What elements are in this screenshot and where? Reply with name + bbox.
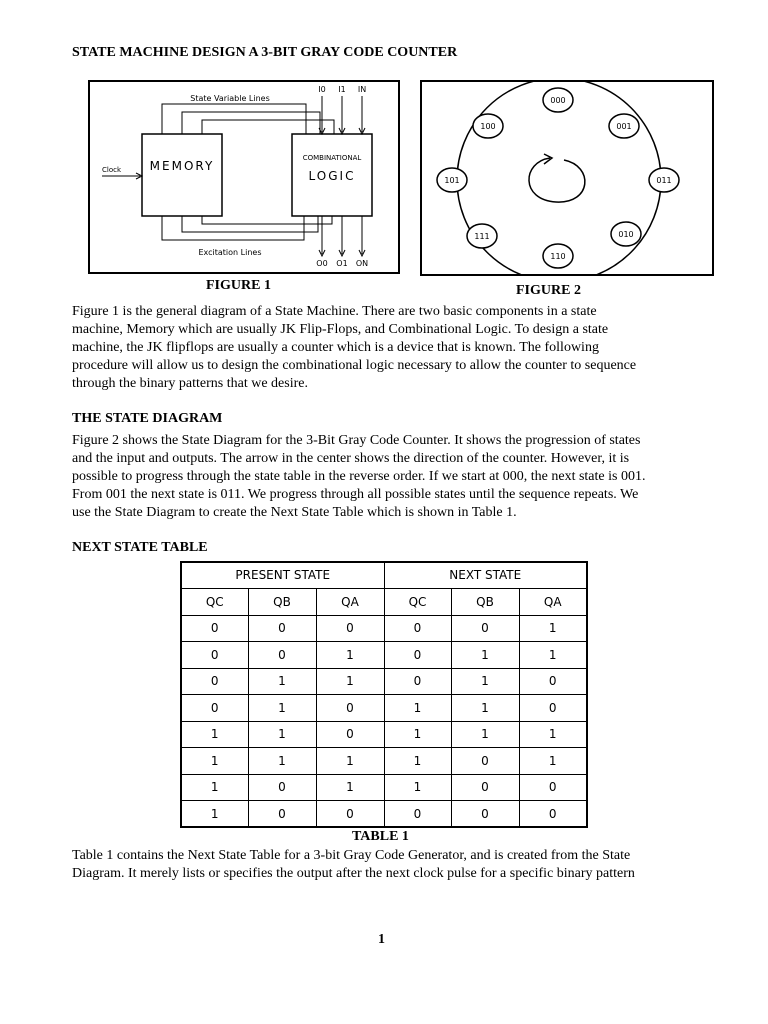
column-header: QC (384, 588, 451, 615)
state-node-010 (611, 222, 641, 246)
input-i0-label: I0 (318, 85, 326, 94)
table-cell: 1 (316, 774, 384, 801)
table-cell: 0 (519, 695, 587, 722)
next-state-table (180, 561, 588, 828)
table-cell: 0 (451, 801, 519, 828)
intro-line: through the binary patterns that we desire. (72, 376, 308, 391)
table-cell: 0 (181, 668, 248, 695)
output-on-label: ON (355, 259, 369, 268)
table-row (181, 642, 587, 669)
memory-label: MEMORY (149, 159, 215, 173)
page-number: 1 (378, 932, 385, 947)
intro-paragraph (72, 303, 686, 393)
svg-text:100: 100 (480, 122, 496, 131)
intro-line: Figure 1 is the general diagram of a State Machine. There are two basic components in a state (72, 304, 597, 319)
table-row (181, 748, 587, 775)
table-cell: 1 (519, 748, 587, 775)
gray-code-state-diagram (422, 82, 712, 274)
table-row (181, 801, 587, 828)
table-cell: 0 (519, 668, 587, 695)
column-header: QA (519, 588, 587, 615)
state-diagram-heading: THE STATE DIAGRAM (72, 411, 223, 426)
svg-text:011: 011 (656, 176, 672, 185)
table-cell: 1 (451, 721, 519, 748)
table-1-caption: TABLE 1 (352, 829, 409, 844)
table-cell: 1 (451, 695, 519, 722)
table-cell: 1 (181, 721, 248, 748)
table-cell: 0 (519, 774, 587, 801)
table-cell: 0 (451, 774, 519, 801)
intro-line: machine, Memory which are usually JK Flip-Flops, and Combinational Logic. To design a state (72, 322, 609, 337)
table-cell: 0 (384, 642, 451, 669)
state-diagram-line: From 001 the next state is 011. We progress through all possible states until the sequence repeats. We (72, 487, 639, 502)
state-diagram-line: use the State Diagram to create the Next State Table which is shown in Table 1. (72, 505, 517, 520)
column-header: QB (451, 588, 519, 615)
table-cell: 1 (384, 774, 451, 801)
table-cell: 0 (181, 695, 248, 722)
table-cell: 0 (248, 615, 316, 642)
output-o0-label: O0 (316, 259, 328, 268)
table-cell: 1 (451, 668, 519, 695)
svg-text:101: 101 (444, 176, 460, 185)
figure-1-caption: FIGURE 1 (206, 278, 271, 293)
input-i1-label: I1 (338, 85, 346, 94)
figure-2-caption: FIGURE 2 (516, 283, 581, 298)
svg-text:000: 000 (550, 96, 566, 105)
input-in-label: IN (357, 85, 367, 94)
intro-line: machine, the JK flipflops are usually a counter which is a device that is known. The following (72, 340, 599, 355)
state-diagram-line: possible to progress through the state table in the reverse order. If we start at 000, the next state is 001. (72, 469, 646, 484)
table-cell: 0 (384, 615, 451, 642)
state-diagram-paragraph (72, 432, 686, 522)
state-diagram-line: Figure 2 shows the State Diagram for the 3-Bit Gray Code Counter. It shows the progression of states (72, 433, 641, 448)
memory-block (142, 134, 222, 216)
table-cell: 1 (519, 615, 587, 642)
table-cell: 0 (451, 615, 519, 642)
table-cell: 0 (316, 615, 384, 642)
svg-text:111: 111 (474, 232, 490, 241)
figure-2-state-diagram (420, 80, 714, 276)
next-state-header: NEXT STATE (384, 562, 587, 588)
table-cell: 1 (248, 695, 316, 722)
column-header: QC (181, 588, 248, 615)
table-cell: 1 (384, 721, 451, 748)
table-cell: 1 (316, 748, 384, 775)
clock-label: Clock (102, 166, 122, 174)
table-cell: 1 (451, 642, 519, 669)
table-cell: 1 (316, 668, 384, 695)
next-state-table-body (181, 615, 587, 827)
table-cell: 0 (519, 801, 587, 828)
state-node-011 (649, 168, 679, 192)
state-node-000 (543, 88, 573, 112)
table-cell: 1 (181, 774, 248, 801)
table-cell: 1 (519, 642, 587, 669)
table-cell: 1 (181, 801, 248, 828)
state-node-100 (473, 114, 503, 138)
state-node-110 (543, 244, 573, 268)
table-cell: 0 (316, 695, 384, 722)
table-cell: 1 (248, 668, 316, 695)
document-title: STATE MACHINE DESIGN A 3-BIT GRAY CODE COUNTER (72, 45, 458, 60)
table-cell: 1 (519, 721, 587, 748)
next-state-table-heading: NEXT STATE TABLE (72, 540, 208, 555)
table-cell: 1 (248, 748, 316, 775)
state-variable-lines-label: State Variable Lines (190, 94, 270, 103)
table-cell: 0 (181, 642, 248, 669)
table-row (181, 721, 587, 748)
table-cell: 1 (181, 748, 248, 775)
state-diagram-line: and the input and outputs. The arrow in the center shows the direction of the counter. However, it is (72, 451, 630, 466)
input-arrows (319, 96, 365, 134)
table-description-line: Table 1 contains the Next State Table for a 3-bit Gray Code Generator, and is created from the State (72, 848, 631, 863)
combinational-label: COMBINATIONAL (302, 154, 362, 162)
state-node-001 (609, 114, 639, 138)
table-cell: 1 (384, 748, 451, 775)
output-arrows (319, 216, 365, 256)
table-row (181, 774, 587, 801)
state-machine-block-diagram (90, 82, 398, 272)
state-variable-lines (162, 104, 334, 134)
table-cell: 0 (316, 721, 384, 748)
table-cell: 0 (451, 748, 519, 775)
intro-line: procedure will allow us to design the combinational logic necessary to allow the counter to sequence (72, 358, 637, 373)
state-node-101 (437, 168, 467, 192)
svg-text:010: 010 (618, 230, 634, 239)
excitation-lines-label: Excitation Lines (198, 248, 262, 257)
state-node-111 (467, 224, 497, 248)
column-header: QA (316, 588, 384, 615)
table-cell: 0 (248, 774, 316, 801)
svg-text:001: 001 (616, 122, 632, 131)
output-o1-label: O1 (336, 259, 348, 268)
table-row (181, 668, 587, 695)
table-cell: 0 (181, 615, 248, 642)
excitation-lines (162, 216, 332, 240)
table-cell: 0 (384, 668, 451, 695)
table-cell: 0 (248, 642, 316, 669)
table-cell: 0 (316, 801, 384, 828)
table-cell: 1 (384, 695, 451, 722)
table-description-paragraph (72, 847, 686, 883)
table-row (181, 695, 587, 722)
table-cell: 0 (248, 801, 316, 828)
direction-arrow (529, 158, 585, 202)
present-state-header: PRESENT STATE (181, 562, 384, 588)
table-cell: 1 (248, 721, 316, 748)
svg-text:110: 110 (550, 252, 566, 261)
table-cell: 1 (316, 642, 384, 669)
table-description-line: Diagram. It merely lists or specifies the output after the next clock pulse for a specific binary pattern (72, 866, 635, 881)
table-row (181, 615, 587, 642)
logic-label: LOGIC (308, 169, 356, 183)
table-cell: 0 (384, 801, 451, 828)
figure-1-state-machine-diagram (88, 80, 400, 274)
column-header: QB (248, 588, 316, 615)
